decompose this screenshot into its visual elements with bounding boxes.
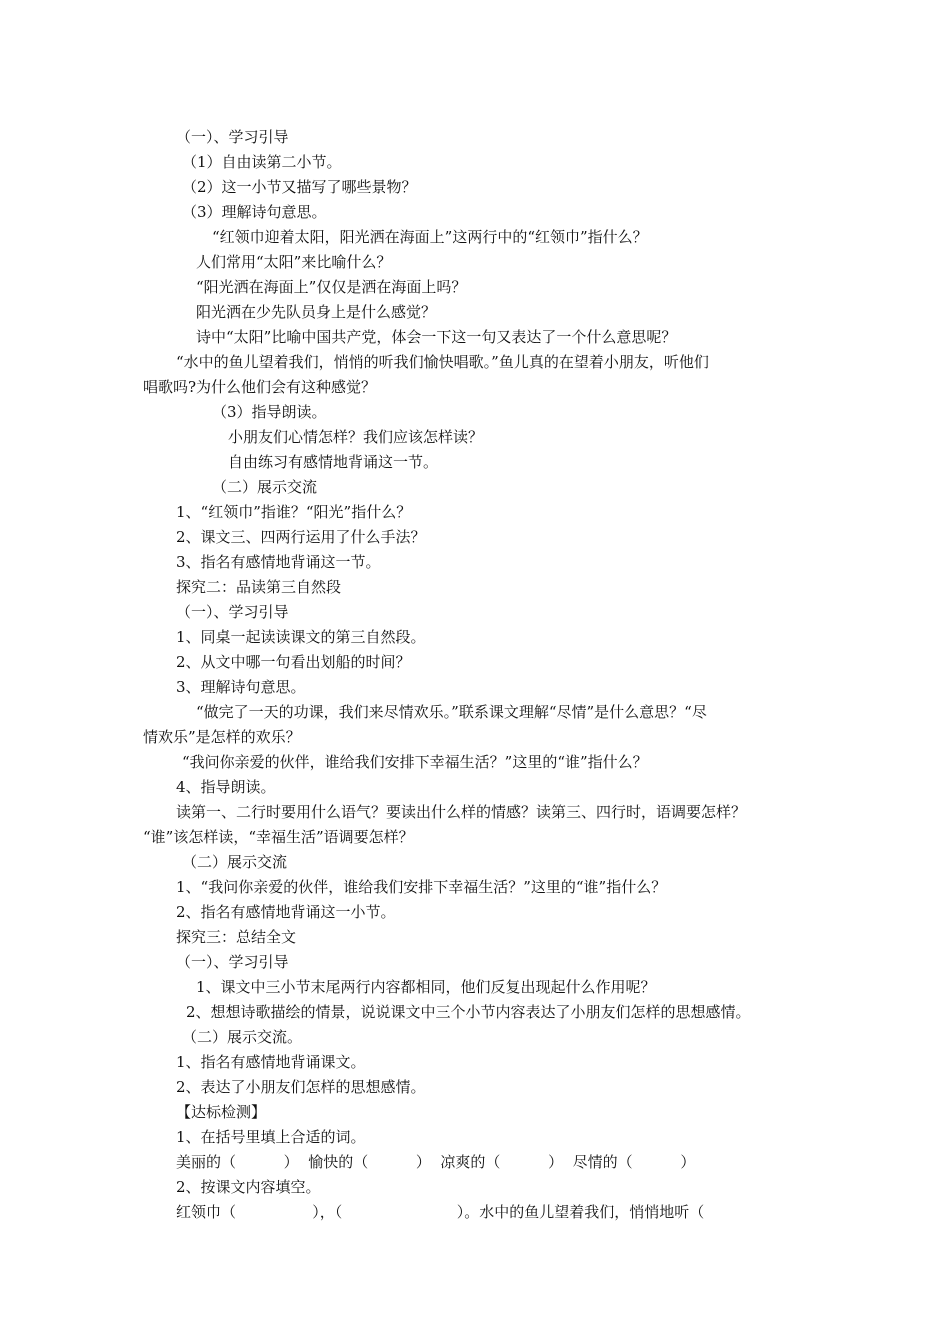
text-line: 小朋友们心情怎样？我们应该怎样读？ [228,428,484,446]
text-line: 3、理解诗句意思。 [176,678,306,696]
text-line: 诗中“太阳”比喻中国共产党，体会一下这一句又表达了一个什么意思呢？ [196,328,677,346]
text-line: 2、指名有感情地背诵这一小节。 [176,903,396,921]
text-line: 2、课文三、四两行运用了什么手法？ [176,528,426,546]
text-line: 1、同桌一起读读课文的第三自然段。 [176,628,426,646]
text-line: （1）自由读第二小节。 [182,153,342,171]
text-line: 2、表达了小朋友们怎样的思想感情。 [176,1078,426,1096]
text-line: 1、课文中三小节末尾两行内容都相同，他们反复出现起什么作用呢？ [196,978,656,996]
text-line: “阳光洒在海面上”仅仅是洒在海面上吗？ [196,278,467,296]
section-heading: （一）、学习引导 [176,128,289,146]
text-line: 3、指名有感情地背诵这一节。 [176,553,381,571]
text-line: “谁”该怎样读，“幸福生活”语调要怎样？ [143,828,414,846]
text-line: 1、“红领巾”指谁？“阳光”指什么？ [176,503,412,521]
text-line: 4、指导朗读。 [176,778,276,796]
text-line: 1、指名有感情地背诵课文。 [176,1053,366,1071]
text-line: 人们常用“太阳”来比喻什么？ [196,253,392,271]
section-heading: 【达标检测】 [176,1103,267,1121]
text-line: 2、按课文内容填空。 [176,1178,321,1196]
section-heading: 探究二：品读第三自然段 [176,578,342,596]
text-line: “水中的鱼儿望着我们，悄悄的听我们愉快唱歌。”鱼儿真的在望着小朋友，听他们 [176,353,709,371]
text-line: （2）这一小节又描写了哪些景物？ [182,178,417,196]
section-heading: （二）展示交流。 [182,1028,303,1046]
section-heading: 探究三：总结全文 [176,928,297,946]
section-heading: （一）、学习引导 [176,603,289,621]
text-line: 2、想想诗歌描绘的情景，说说课文中三个小节内容表达了小朋友们怎样的思想感情。 [186,1003,751,1021]
text-line: （3）指导朗读。 [212,403,327,421]
section-heading: （一）、学习引导 [176,953,289,971]
fill-blank-line: 红领巾（ ），（ ）。水中的鱼儿望着我们，悄悄地听（ [176,1203,705,1221]
text-line: “做完了一天的功课，我们来尽情欢乐。”联系课文理解“尽情”是什么意思？“尽 [196,703,707,721]
text-line: “红领巾迎着太阳，阳光洒在海面上”这两行中的“红领巾”指什么？ [212,228,648,246]
text-line: 自由练习有感情地背诵这一节。 [228,453,439,471]
text-line: 阳光洒在少先队员身上是什么感觉？ [196,303,437,321]
section-heading: （二）展示交流 [182,853,288,871]
text-line: 情欢乐”是怎样的欢乐？ [143,728,301,746]
text-line: 1、在括号里填上合适的词。 [176,1128,366,1146]
text-line: 读第一、二行时要用什么语气？要读出什么样的情感？读第三、四行时，语调要怎样？ [176,803,747,821]
text-line: 唱歌吗?为什么他们会有这种感觉？ [143,378,377,396]
section-heading: （二）展示交流 [212,478,318,496]
fill-blank-line: 美丽的（ ） 愉快的（ ） 凉爽的（ ） 尽情的（ ） [176,1153,696,1171]
text-line: “我问你亲爱的伙伴，谁给我们安排下幸福生活？”这里的“谁”指什么？ [182,753,648,771]
text-line: 1、“我问你亲爱的伙伴，谁给我们安排下幸福生活？”这里的“谁”指什么？ [176,878,667,896]
text-line: （3）理解诗句意思。 [182,203,327,221]
text-line: 2、从文中哪一句看出划船的时间？ [176,653,411,671]
